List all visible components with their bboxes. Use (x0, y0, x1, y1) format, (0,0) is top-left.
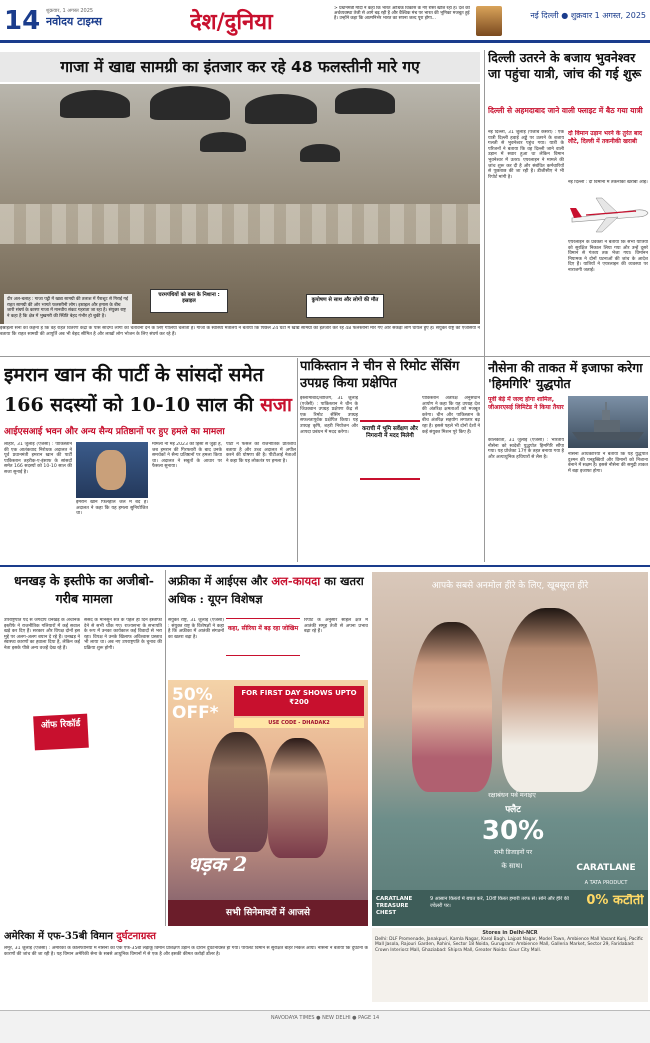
treasure-chest-message: 9 आसान किस्तों में बचत करें, 10वीं किस्त हमारी तरफ से। सोने और हीरे की ज्वेलरी पर। (430, 896, 569, 909)
actress-image (268, 738, 328, 858)
delhi-body-2: नई दिल्ली : दो विमानों में तकनीकी खराबी आई। (568, 180, 648, 185)
masthead (46, 8, 156, 34)
f35-headline-a: अमेरिका में एफ-35बी विमान (4, 931, 117, 942)
column-rule (165, 570, 166, 926)
stores-text: Delhi: DLF Promenade, Janakpuri, Kamla Nagar, Karol Bagh, Lajpat Nagar, Model Town, Ambience Mall Vasant Kunj, Pacific Mall Jasola, Rajouri Garden, Rohini, Sector 18 Noida, Gurugram: Ambience Mall, Galleria Market, Sector 29, Faridabad: Crown Interiorz Mall, Ghaziabad: Shipra Mall, Greater Noida: Gaur City Mall. (375, 936, 644, 953)
movie-promo-code: USE CODE - DHADAK2 (234, 718, 364, 728)
parachute (300, 144, 340, 162)
f35-headline-highlight: दुर्घटनाग्रस्त (116, 931, 156, 942)
africa-pullquote: कहा, सीरिया में बढ़ रहा जोखिम (226, 618, 300, 656)
page-footer: NAVODAYA TIMES ● NEW DELHI ● PAGE 14 (0, 1010, 650, 1043)
delhi-subheadline: दिल्ली से अहमदाबाद जाने वाली फ्लाइट में बैठ गया यात्री (488, 106, 643, 115)
delhi-body: नई दिल्ली, 31 जुलाई (पंजाब केसरी) : एक यात्री दिल्ली हवाई अड्डे पर उतरने के बजाय गलती से भुवनेश्वर पहुंच गया। यात्री के परिजनों ने बताया कि वह दिल्ली जाने वाली उड़ान में सवार हुआ था लेकिन विमान भुवनेश्वर में उतरा। एयरलाइन ने मामले की जांच शुरू कर दी है और संबंधित कर्मचारियों से पूछताछ की जा रही है। डीजीसीए ने भी रिपोर्ट मांगी है। (488, 130, 564, 180)
movie-release-strip: सभी सिनेमाघरों में आजसे (168, 900, 368, 926)
gaza-tag-israel: चरमपंथियों को बना के निशाना : इस्राइल (150, 289, 228, 313)
column-rule (484, 50, 485, 562)
imran-khan-photo (76, 442, 148, 498)
movie-offer: 50% OFF* (172, 686, 219, 718)
africa-body-2: रिपोर्ट के अनुसार साहेल क्षेत्र में आतंकी समूह तेजी से अपना प्रभाव बढ़ा रहे हैं। (304, 618, 368, 635)
parachute (245, 94, 317, 124)
zero-deduction-badge: 0% कटौती (586, 894, 644, 908)
off-record-badge: ऑफ रिकॉर्ड (33, 714, 89, 751)
imran-headline-highlight: सजा (260, 394, 292, 416)
header-teaser: > प्रधानमंत्री मोदी ने कहा कि भारत आर्थिक विकास के नए रास्ते खोज रहा है। देश की अर्थव्यवस्था तेजी से आगे बढ़ रही है और वैश्विक मंच पर भारत की भूमिका मजबूत हुई है। उन्होंने कहा कि आत्मनिर्भर भारत का सपना जल्द पूरा होगा... (334, 6, 470, 22)
jewel-discount-note: सभी डिजाइनों पर (493, 849, 533, 856)
teaser-photo (476, 6, 502, 36)
movie-first-day: FOR FIRST DAY SHOWS UPTO ₹200 (234, 686, 364, 716)
section-title: देश/दुनिया (190, 9, 273, 35)
man-model-image (502, 608, 598, 792)
navy-body-2: नौसेना अधिकारियों ने बताया कि यह युद्धपोत दुश्मन की पनडुब्बियों और विमानों को निशाना बनाने में सक्षम है। इससे नौसेना की समुद्री ताकत में बड़ा इजाफा होगा। (568, 452, 648, 474)
movie-title: धड़क 2 (188, 852, 248, 876)
parachute (200, 132, 246, 152)
imran-headline (4, 360, 294, 424)
warship-photo (568, 396, 648, 448)
gaza-body: इस्राइली सेना का कहना है कि वह राहत वितरण केंद्रों के पास संदिग्ध लोगों को चेतावनी देने के लिए गोलियां चलाती है। गाजा के स्वास्थ्य मंत्रालय ने बताया कि पिछले 24 घंटों में खाद्य सामग्री का इंतजार कर रहे 48 फलस्तीनी मारे गए और सैकड़ों लोग घायल हुए हैं। संयुक्त राष्ट्र की एजेंसियों ने बताया कि राहत सामग्री की आपूर्ति अब भी बेहद सीमित है और लाखों लोग भोजन के लिए संघर्ष कर रहे हैं। (0, 326, 480, 337)
gaza-photo-caption: दीर अल-बलाह : गाजा पट्टी में खाद्य सामग्री की तलाश में पैराशूट से गिराई गई राहत सामग्री की ओर भागते फलस्तीनी लोग। इस्राइल और हमास के बीच जारी संघर्ष के कारण गाजा में मानवीय संकट गहराता जा रहा है। संयुक्त राष्ट्र ने कहा है कि क्षेत्र में भुखमरी की स्थिति बेहद गंभीर हो चुकी है। (4, 294, 132, 324)
masthead-date: शुक्रवार, 1 अगस्त 2025 (46, 8, 94, 14)
africa-body-1: संयुक्त राष्ट्र, 31 जुलाई (एजेंसी) : संयुक्त राष्ट्र के विशेषज्ञों ने कहा है कि अफ्रीका में आतंकी संगठनों का खतरा बढ़ा है। (168, 618, 224, 640)
imran-headline-a: इमरान खान की पार्टी के सांसदों समेत (4, 364, 264, 386)
satellite-headline: पाकिस्तान ने चीन से रिमोट सेंसिंग उपग्रह किया प्रक्षेपित (300, 359, 460, 391)
imran-body-3: मामला नौ मई 2023 की हिंसा से जुड़ा है, जब इमरान की गिरफ्तारी के बाद उनके समर्थकों ने सैन्य प्रतिष्ठानों पर हमला किया था। अदालत ने सबूतों के आधार पर फैसला सुनाया। (152, 442, 222, 470)
navy-body-1: कोलकाता, 31 जुलाई (एजेंसी) : भारतीय नौसेना को स्वदेशी युद्धपोत हिमगिरि सौंपा गया। यह प्रोजेक्ट 17ए के तहत बनाया गया है और अत्याधुनिक हथियारों से लैस है। (488, 438, 564, 460)
parachute (60, 90, 130, 118)
jewel-flat: फ्लैट (505, 805, 521, 814)
airplane-image (566, 192, 650, 236)
caratlane-logo: CARATLANE (576, 863, 636, 873)
tata-product-label: A TATA PRODUCT (584, 880, 628, 886)
jewel-occasion: रक्षाबंधन पर्व मनाइए (488, 791, 536, 799)
section-divider (0, 565, 650, 567)
navy-headline: नौसेना की ताकत में इजाफा करेगा 'हिमगिरि' युद्धपोत (488, 360, 643, 391)
delhi-headline: दिल्ली उतरने के बजाय भुवनेश्वर जा पहुंचा यात्री, जांच की गई शुरू (488, 50, 642, 81)
actor-image (208, 732, 268, 852)
stores-heading: Stores in Delhi-NCR (482, 930, 538, 936)
africa-headline-a: अफ्रीका में आईएस और (168, 574, 272, 588)
navy-subheadline: पूर्वी बेड़े में जल्द होगा शामिल, जीआरएसई लिमिटेड ने किया तैयार (488, 396, 564, 411)
gaza-headline: गाजा में खाद्य सामग्री का इंतजार कर रहे 48 फलस्तीनी मारे गए (0, 52, 480, 82)
masthead-name: नवोदय टाइम्स (46, 15, 102, 28)
jewel-with: के साथ। (501, 862, 523, 870)
satellite-body-1: इस्लामाबाद/बीजिंग, 31 जुलाई (एजेंसी) : पाकिस्तान ने चीन के जिउक्वान उपग्रह प्रक्षेपण केंद्र से एक रिमोट सेंसिंग उपग्रह सफलतापूर्वक प्रक्षेपित किया। यह उपग्रह कृषि, शहरी नियोजन और आपदा प्रबंधन में मदद करेगा। (300, 396, 358, 435)
treasure-chest-label: CARATLANE TREASURE CHEST (376, 896, 413, 916)
satellite-body-2: पाकिस्तान अंतरिक्ष अनुसंधान आयोग ने कहा कि यह उपग्रह देश की अंतरिक्ष क्षमताओं को मजबूत करेगा। चीन और पाकिस्तान के बीच अंतरिक्ष सहयोग लगातार बढ़ रहा है। इससे पहले भी दोनों देशों ने कई संयुक्त मिशन पूरे किए हैं। (422, 396, 480, 435)
dhankhar-headline: धनखड़ के इस्तीफे का अजीबो-गरीब मामला (13, 573, 154, 606)
column-rule (297, 358, 298, 562)
movie-advertisement[interactable] (168, 680, 368, 926)
africa-headline-b: का खतरा अधिक : यूएन विशेषज्ञ (168, 574, 364, 606)
stores-list (372, 928, 648, 1002)
gaza-tag-malnutrition: कुपोषण से साथ और लोगों की मौत (306, 294, 384, 318)
parachute (335, 88, 395, 114)
dhankhar-body-2: संसद के मानसून सत्र के पहले ही दिन इस्तीफा देने से सभी चौंक गए। राज्यसभा के सभापति के रूप में उनका कार्यकाल कई विवादों से भरा रहा। विपक्ष ने उनके खिलाफ अविश्वास प्रस्ताव भी लाया था। अब नए उपराष्ट्रपति के चुनाव की प्रक्रिया शुरू होगी। (84, 618, 162, 651)
face (96, 450, 126, 490)
africa-headline-highlight: अल-कायदा (271, 574, 321, 588)
jewel-discount: 30% (481, 816, 545, 846)
imran-subheadline: आईएसआई भवन और अन्य सैन्य प्रतिष्ठानों पर हुए हमले का मामला (4, 427, 225, 437)
caratlane-advertisement[interactable] (372, 572, 648, 926)
jewel-headline: आपके सबसे अनमोल हीरे के लिए, खूबसूरत हीरे (431, 581, 589, 591)
imran-body-1: लाहौर, 31 जुलाई (एजेंसी) : पाकिस्तान की एक आतंकवाद निरोधक अदालत ने पूर्व प्रधानमंत्री इमरान खान की पार्टी पाकिस्तान तहरीक-ए-इंसाफ के सांसदों समेत 166 सदस्यों को 10-10 साल की सजा सुनाई है। (4, 442, 72, 475)
imran-body-4: पार्टी ने फैसले को राजनीतिक प्रतिशोध बताया है और उच्च अदालत में अपील करने की घोषणा की है। पीटीआई नेताओं ने कहा कि यह लोकतंत्र पर हमला है। (226, 442, 296, 464)
imran-body-2: इमरान खान फिलहाल जेल में बंद हैं। अदालत ने कहा कि यह हमला सुनियोजित था। (76, 500, 148, 517)
delhi-subheadline-2: दो विमान उड़ान भरने के तुरंत बाद लौटे, दिल्ली में तकनीकी खराबी (568, 130, 643, 145)
f35-headline (4, 928, 368, 944)
jewel-bottom-band (372, 890, 648, 926)
page-number: 14 (4, 6, 41, 36)
horizontal-rule (0, 356, 650, 357)
dhankhar-body-1: उपराष्ट्रपति पद से जगदीप धनखड़ के अचानक इस्तीफे ने राजनीतिक गलियारों में कई सवाल खड़े कर दिए हैं। सरकार और विपक्ष दोनों इस मुद्दे पर अलग-अलग बयान दे रहे हैं। धनखड़ ने स्वास्थ्य कारणों का हवाला दिया है, लेकिन कई नेता इसके पीछे अन्य वजहें देख रहे हैं। (4, 618, 80, 651)
imran-headline-b: 166 सदस्यों को 10-10 साल की (4, 394, 261, 416)
f35-body: लेमूर, 31 जुलाई (एजेंसी) : अमेरिका के कैलिफोर्निया में नौसेना का एक एफ-35बी लड़ाकू विमान प्रशिक्षण उड़ान के दौरान दुर्घटनाग्रस्त हो गया। पायलट विमान से सुरक्षित बाहर निकल आया। नौसेना ने बताया कि दुर्घटना के कारणों की जांच की जा रही है। यह विमान अमेरिकी सेना के सबसे आधुनिक विमानों में से एक है और इसकी कीमत करोड़ों डॉलर है। (4, 946, 368, 957)
edition-line: नई दिल्ली ● शुक्रवार 1 अगस्त, 2025 (530, 11, 646, 20)
africa-headline (168, 572, 368, 616)
satellite-pullquote: कराची में भूमि सर्वेक्षण और निगरानी में मदद मिलेगी (360, 420, 420, 480)
tent-camp (0, 204, 480, 244)
header-divider (0, 40, 650, 43)
delhi-body-3: एयरलाइन के प्रवक्ता ने बताया कि सभी यात्रियों को सुरक्षित निकाल लिया गया और उन्हें दूसरे विमान से गंतव्य तक भेजा गया। विमानन नियामक ने दोनों घटनाओं की जांच के आदेश दिए हैं। यात्रियों ने एयरलाइन की व्यवस्था पर नाराजगी जताई। (568, 240, 648, 273)
woman-model-image (412, 622, 492, 792)
parachute (150, 86, 230, 120)
gaza-photo (0, 84, 480, 324)
